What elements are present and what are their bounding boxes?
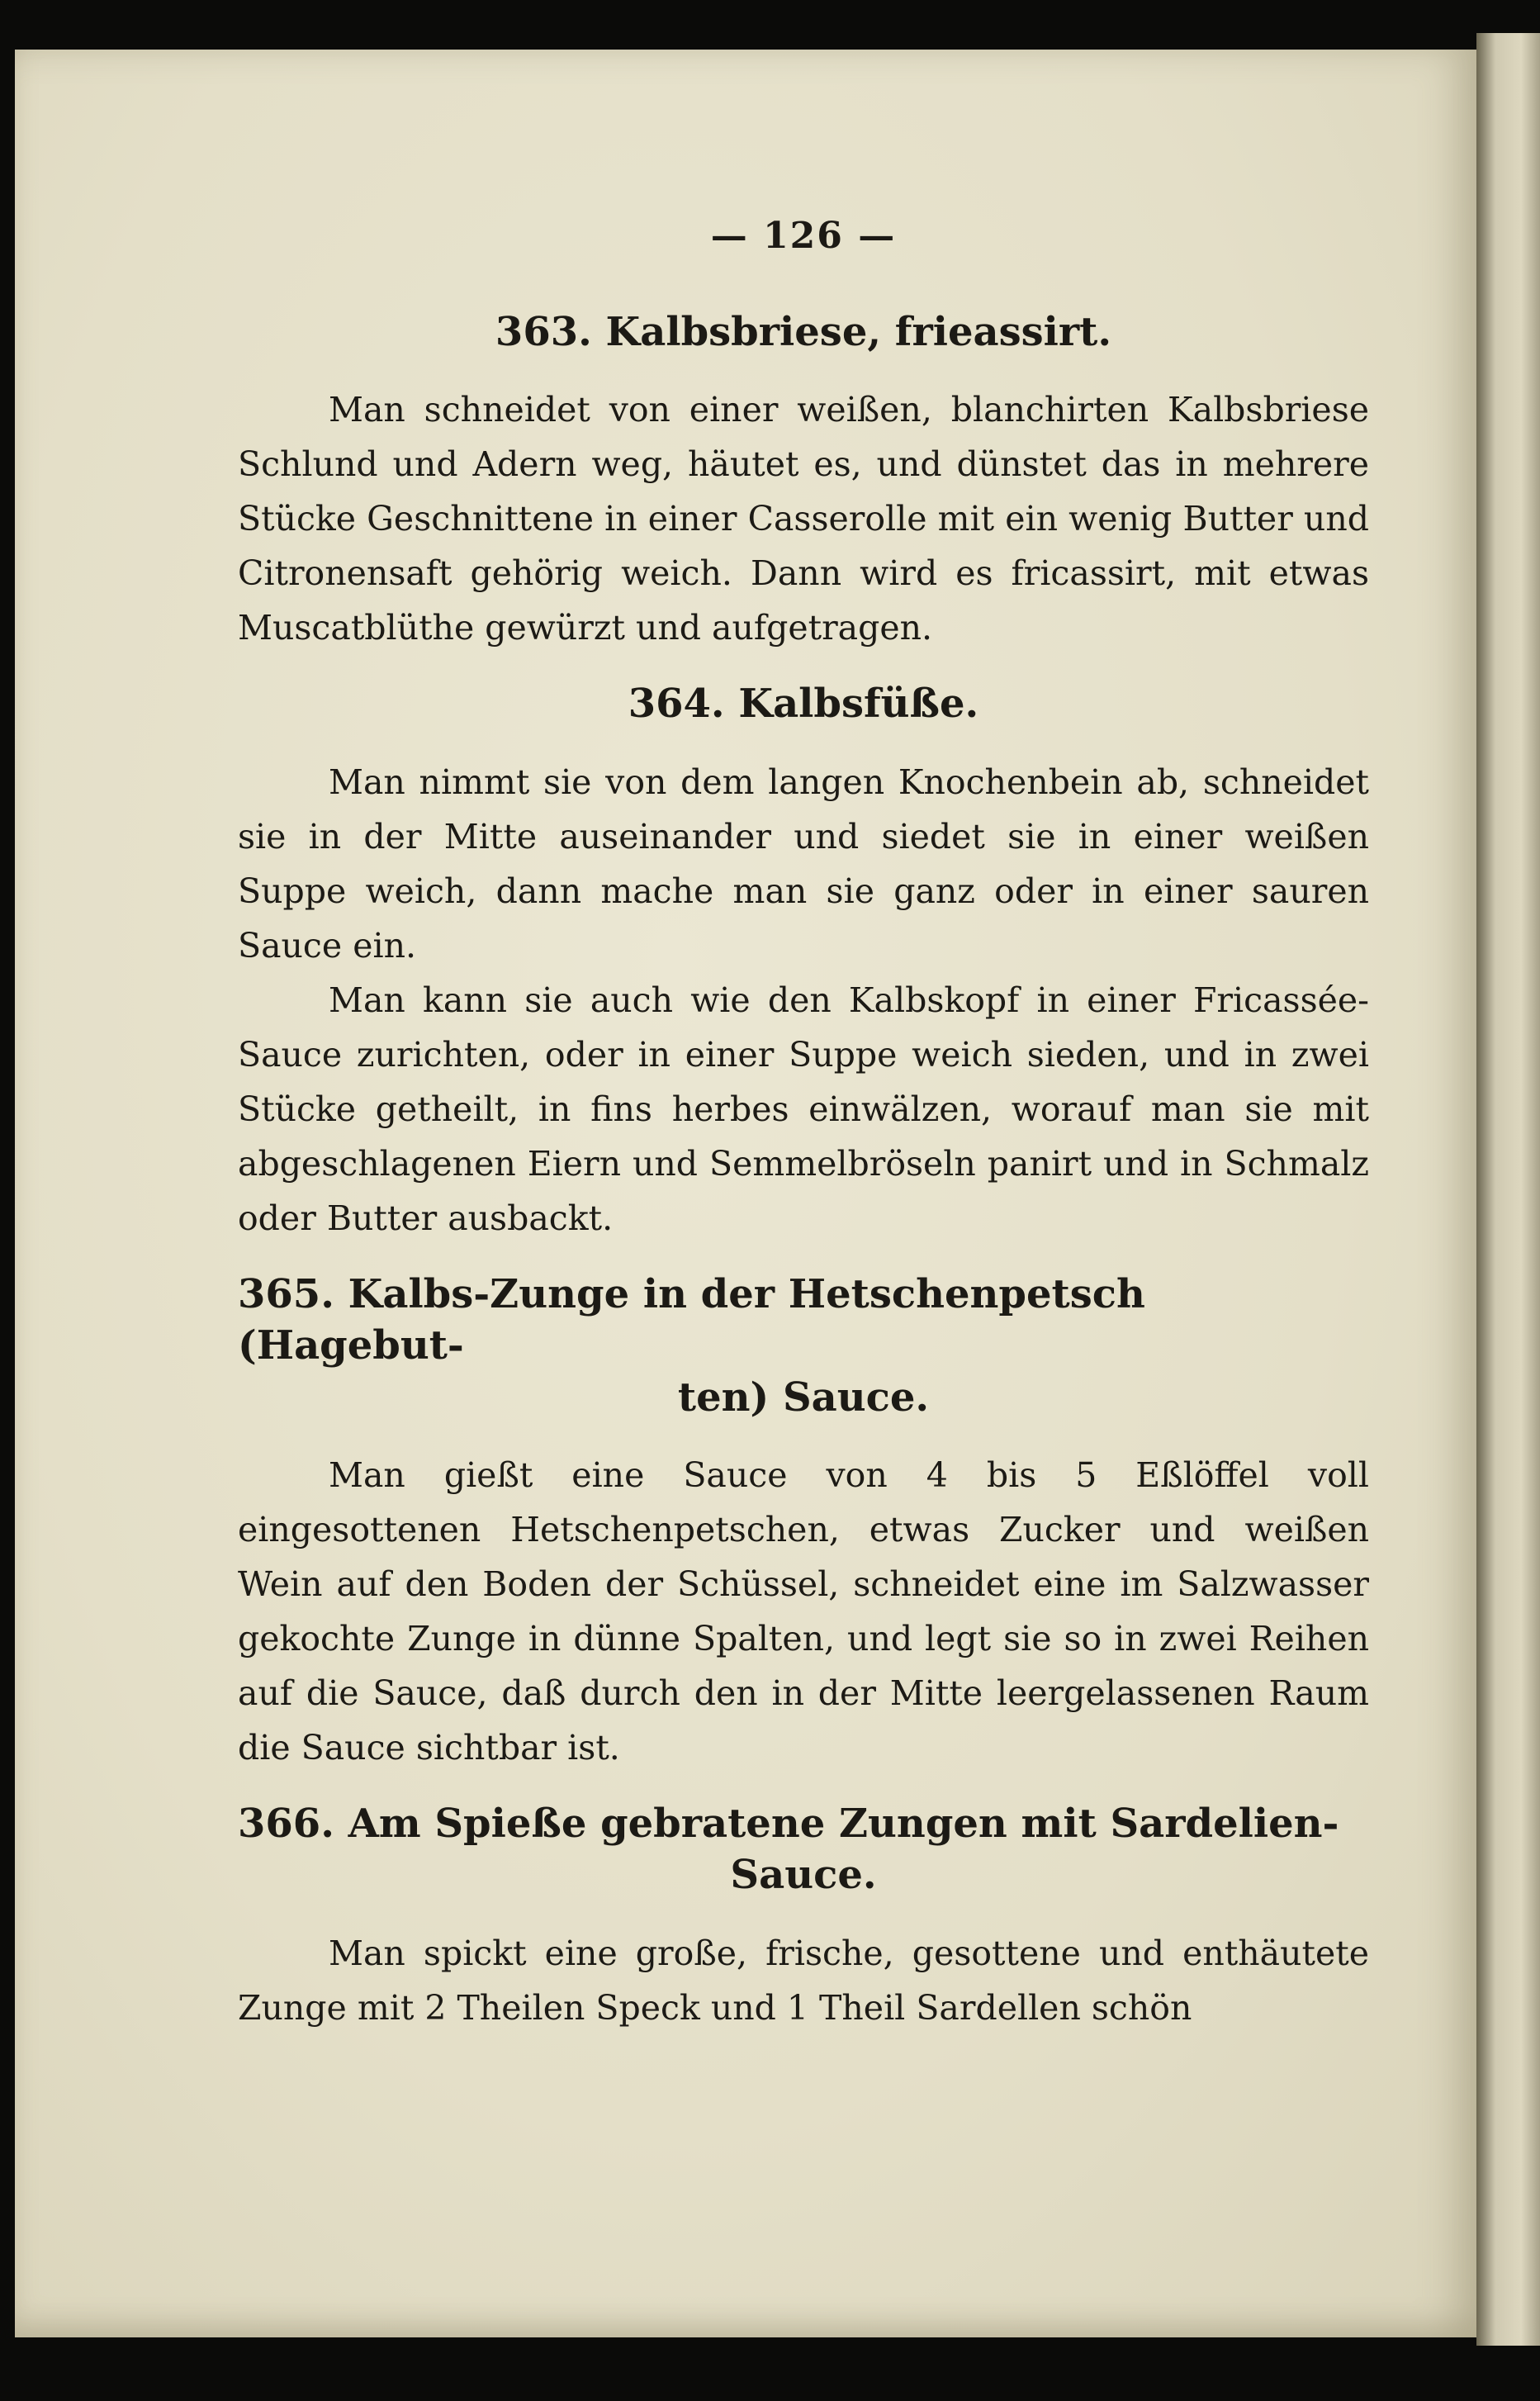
recipe-364 (238, 678, 1369, 1245)
recipe-366 (238, 1798, 1369, 2035)
recipe-heading: 364. Kalbsfüße. (628, 681, 979, 728)
book-page (15, 50, 1476, 2337)
page-number: — 126 — (710, 215, 897, 257)
recipe-heading (238, 1269, 1369, 1423)
recipe-paragraph: Man nimmt sie von dem langen Knochenbein ab, schneidet sie in der Mitte auseinander und siedet sie in einer weißen Suppe weich, dann mache man sie ganz oder in einer sauren Sauce ein. (238, 762, 1369, 966)
adjacent-page-edge (1476, 33, 1540, 2346)
recipe-heading-line: Sauce. (730, 1852, 877, 1899)
recipe-paragraph: Man gießt eine Sauce von 4 bis 5 Eßlöffel voll eingesottenen Hetschenpetschen, etwas Zucker und weißen Wein auf den Boden der Schüssel, schneidet eine im Salzwasser gekochte Zunge in dünne Spalten, und legt sie so in zwei Reihen auf die Sauce, daß durch den in der Mitte leergelassenen Raum die Sauce sichtbar ist. (238, 1454, 1369, 1768)
recipe-heading-line: ten) Sauce. (677, 1374, 930, 1421)
recipe-363 (238, 306, 1369, 655)
recipe-heading-line: 366. Am Spieße gebratene Zungen mit Sardelien- (238, 1800, 1339, 1847)
page-content (238, 215, 1369, 2058)
recipe-paragraph: Man kann sie auch wie den Kalbskopf in einer Fricassée-Sauce zurichten, oder in einer Suppe weich sieden, und in zwei Stücke getheilt, in fins herbes einwälzen, worauf man sie mit abgeschlagenen Eiern und Semmelbröseln panirt und in Schmalz oder Butter ausbackt. (238, 980, 1369, 1238)
recipe-heading (238, 1798, 1369, 1901)
recipe-heading: 363. Kalbsbriese, frieassirt. (495, 309, 1112, 355)
recipe-365 (238, 1269, 1369, 1775)
recipe-paragraph: Man schneidet von einer weißen, blanchirten Kalbsbriese Schlund und Adern weg, häutet es, und dünstet das in mehrere Stücke Geschnittene in einer Casserolle mit ein wenig Butter und Citronensaft gehörig weich. Dann wird es fricassirt, mit etwas Muscatblüthe gewürzt und aufgetragen. (238, 390, 1369, 648)
recipe-heading-line: 365. Kalbs-Zunge in der Hetschenpetsch (Hagebut- (238, 1270, 1145, 1369)
recipe-paragraph: Man spickt eine große, frische, gesottene und enthäutete Zunge mit 2 Theilen Speck und 1 Theil Sardellen schön (238, 1933, 1369, 2028)
